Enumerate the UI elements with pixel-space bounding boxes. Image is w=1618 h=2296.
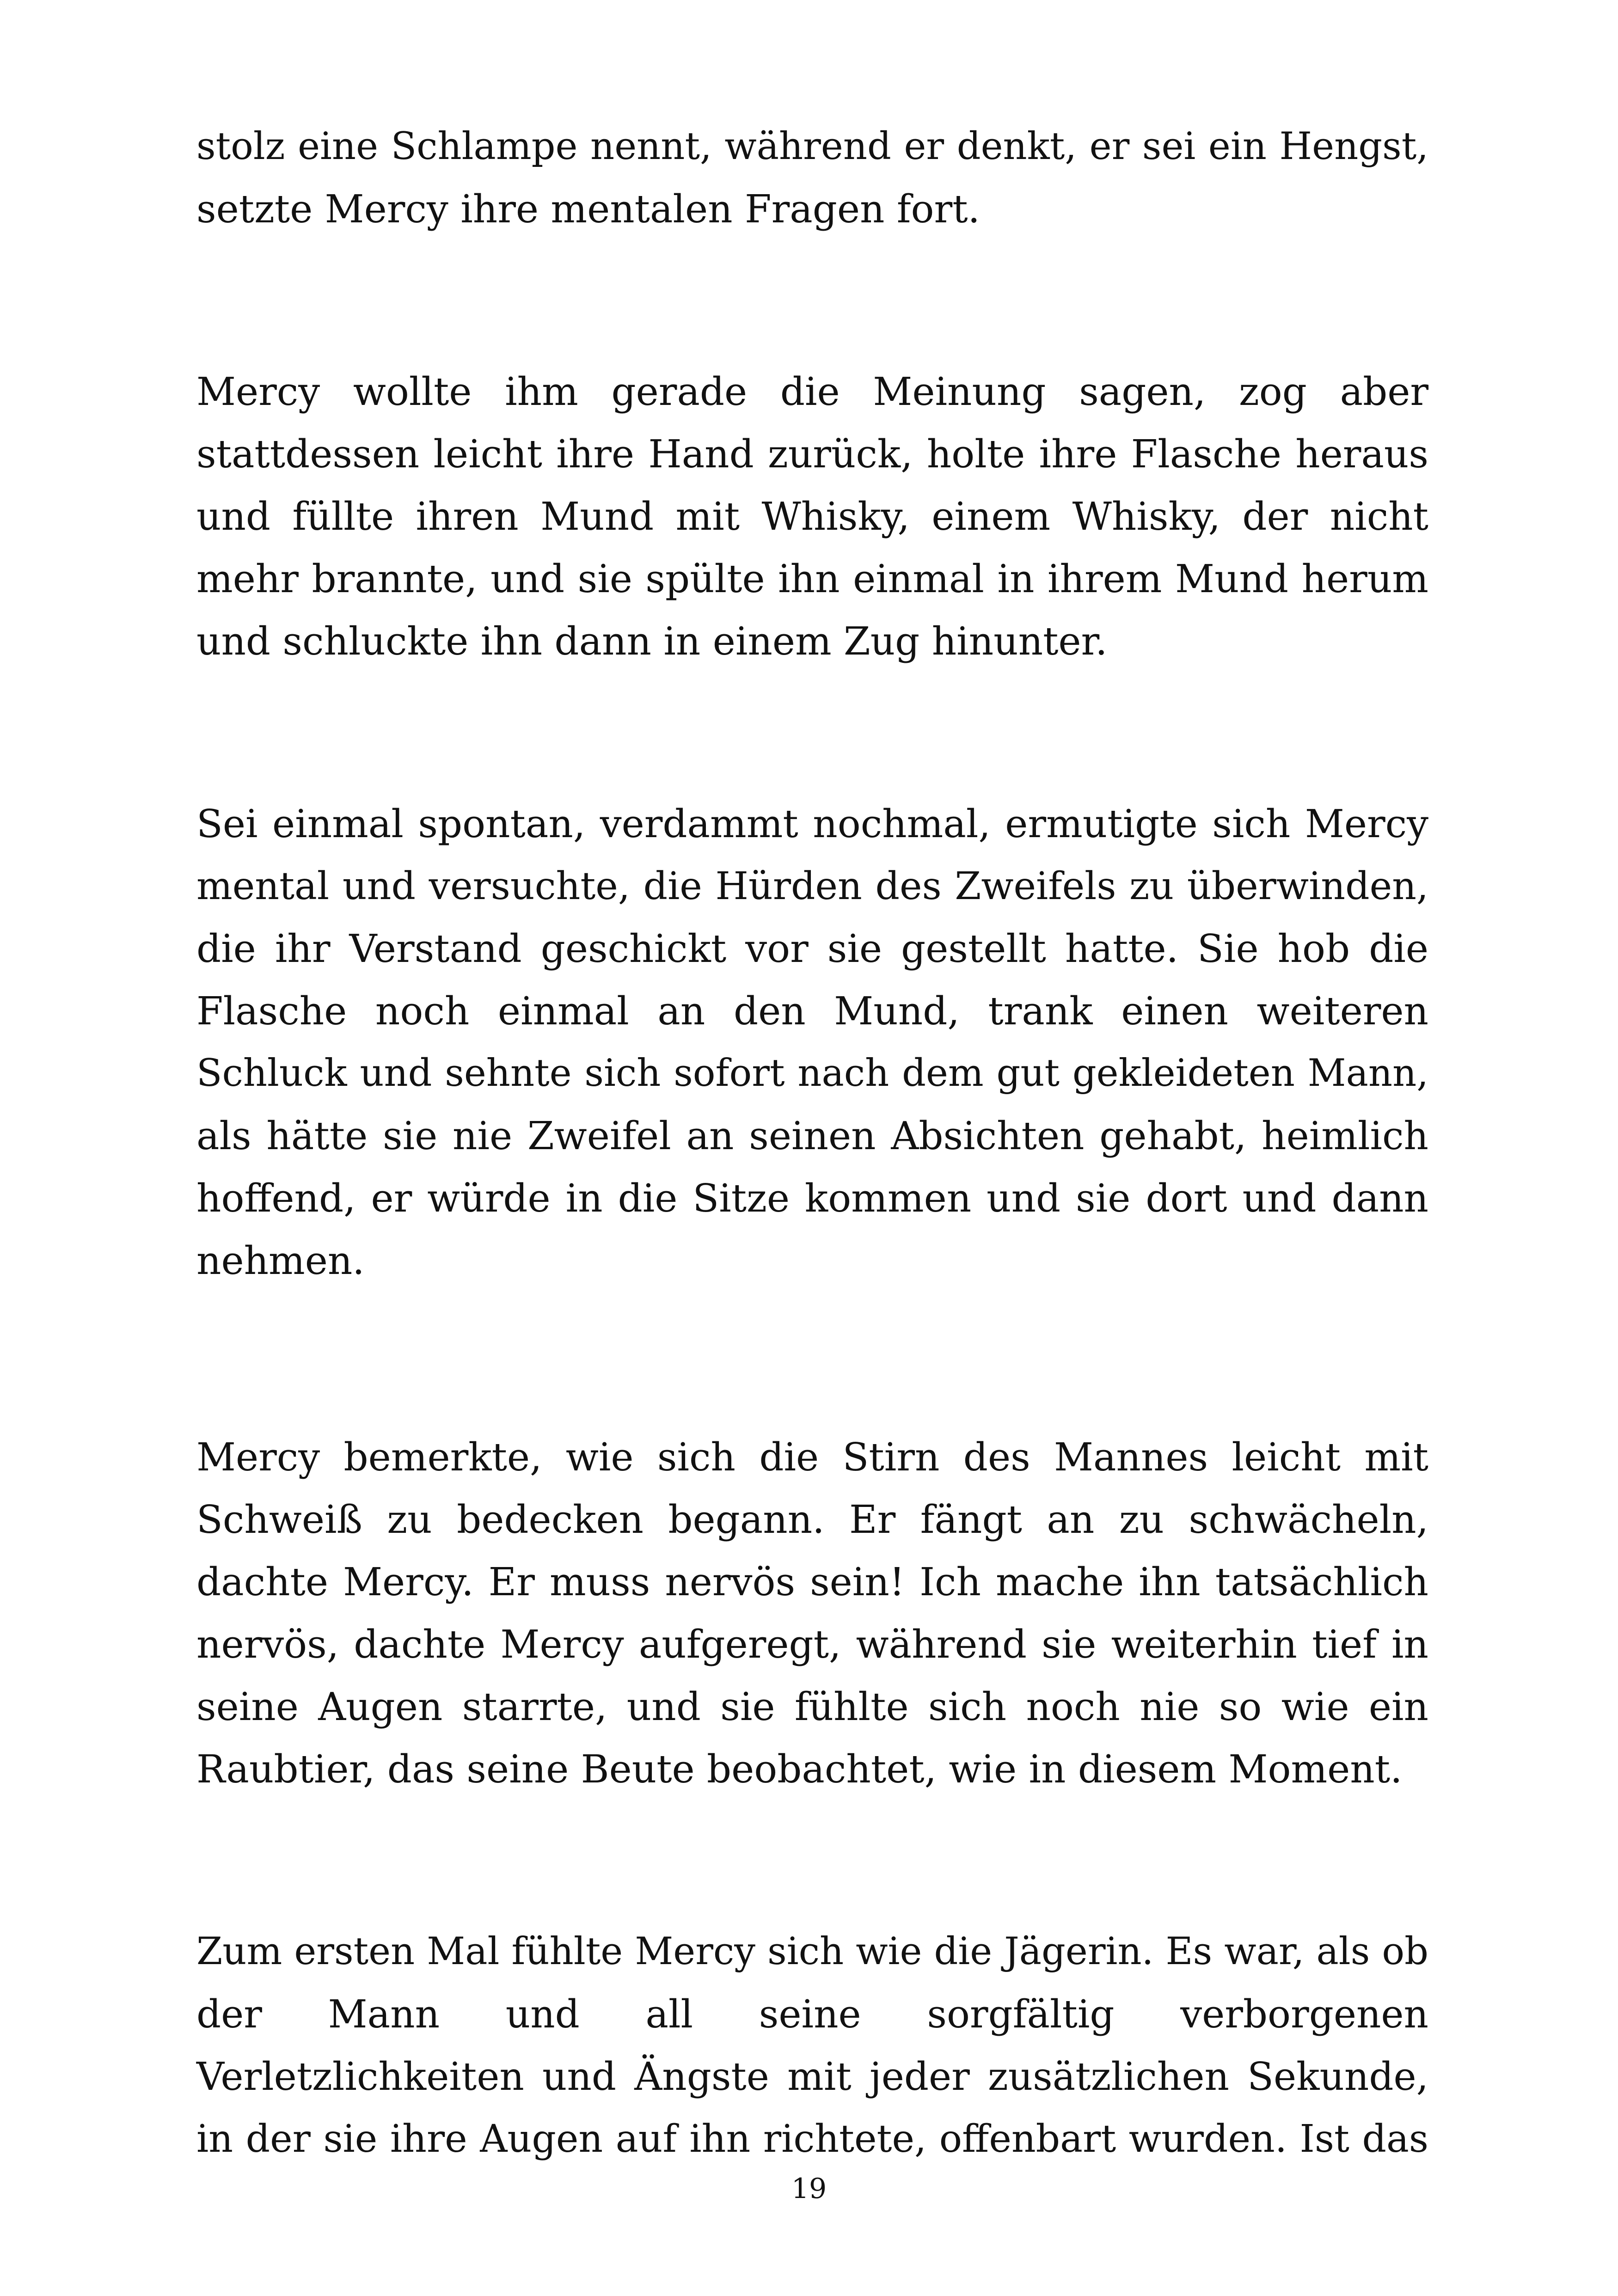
text-line: nehmen. xyxy=(196,1238,365,1283)
text-line: Schweiß zu bedecken begann. Er fängt an zu schwächeln, xyxy=(196,1497,1428,1542)
text-line: Zum ersten Mal fühlte Mercy sich wie die Jägerin. Es war, als ob xyxy=(196,1930,1428,1973)
text-line: Verletzlichkeiten und Ängste mit jeder zusätzlichen Sekunde, xyxy=(196,2054,1428,2099)
text-line: seine Augen starrte, und sie fühlte sich noch nie so wie ein xyxy=(196,1684,1428,1729)
paragraph-1 xyxy=(196,116,1428,240)
text-line: der Mann und all seine sorgfältig verborgenen xyxy=(196,1992,1428,2037)
text-line: stolz eine Schlampe nennt, während er denkt, er sei ein Hengst, xyxy=(196,125,1428,168)
page-number: 19 xyxy=(791,2173,827,2205)
text-line: die ihr Verstand geschickt vor sie gestellt hatte. Sie hob die xyxy=(196,926,1428,971)
text-line: und schluckte ihn dann in einem Zug hinunter. xyxy=(196,619,1108,664)
text-line: setzte Mercy ihre mentalen Fragen fort. xyxy=(196,187,980,232)
text-line: und füllte ihren Mund mit Whisky, einem Whisky, der nicht xyxy=(196,494,1428,539)
text-line: mehr brannte, und sie spülte ihn einmal in ihrem Mund herum xyxy=(196,557,1428,601)
paragraph-2 xyxy=(196,361,1428,673)
text-line: Raubtier, das seine Beute beobachtet, wie in diesem Moment. xyxy=(196,1747,1403,1792)
paragraph-4 xyxy=(196,1426,1428,1800)
text-line: als hätte sie nie Zweifel an seinen Absichten gehabt, heimlich xyxy=(196,1114,1428,1158)
paragraph-3 xyxy=(196,793,1428,1292)
text-line: in der sie ihre Augen auf ihn richtete, offenbart wurden. Ist das xyxy=(196,2117,1428,2161)
text-line: stattdessen leicht ihre Hand zurück, holte ihre Flasche heraus xyxy=(196,432,1428,477)
text-line: dachte Mercy. Er muss nervös sein! Ich mache ihn tatsächlich xyxy=(196,1560,1428,1604)
text-line: Mercy bemerkte, wie sich die Stirn des Mannes leicht mit xyxy=(196,1435,1428,1480)
paragraph-5 xyxy=(196,1921,1428,2170)
text-line: nervös, dachte Mercy aufgeregt, während sie weiterhin tief in xyxy=(196,1622,1428,1667)
text-line: Schluck und sehnte sich sofort nach dem gut gekleideten Mann, xyxy=(196,1052,1428,1095)
text-line: Flasche noch einmal an den Mund, trank einen weiteren xyxy=(196,989,1428,1034)
text-line: mental und versuchte, die Hürden des Zweifels zu überwinden, xyxy=(196,864,1428,908)
text-line: Sei einmal spontan, verdammt nochmal, ermutigte sich Mercy xyxy=(196,802,1428,846)
text-line: hoffend, er würde in die Sitze kommen und sie dort und dann xyxy=(196,1176,1428,1221)
text-line: Mercy wollte ihm gerade die Meinung sagen, zog aber xyxy=(196,369,1428,414)
